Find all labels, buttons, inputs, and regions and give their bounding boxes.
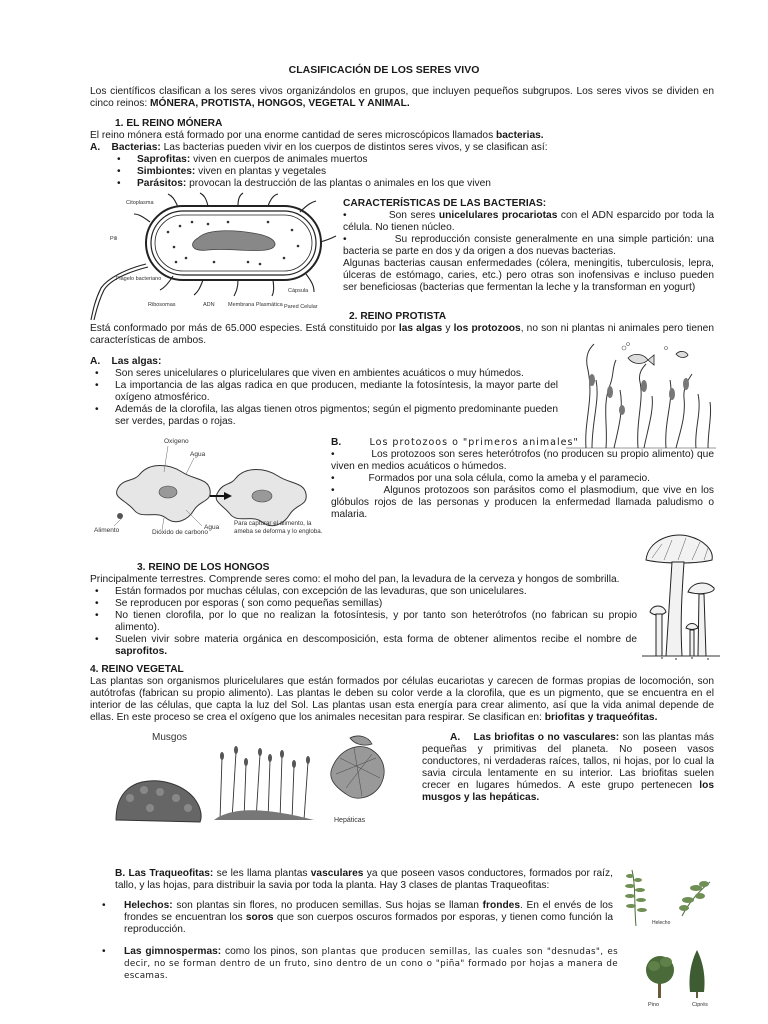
- traqueofitas-intro: [115, 868, 613, 892]
- bacterias-line: [90, 142, 714, 154]
- intro-text: Los científicos clasifican a los seres vivos organizándolos en grupos, que incluyen pequeños subgrupos. Los seres vivos se dividen en cinco reinos:: [90, 86, 714, 109]
- protozoos-label: B.: [331, 437, 342, 448]
- protozoos-heading: [331, 437, 714, 449]
- intro-paragraph: [90, 86, 714, 110]
- protozoos-section: [331, 437, 714, 521]
- bullet-icon: •: [343, 234, 347, 245]
- list-item: [95, 634, 637, 658]
- amoeba-illustration: [90, 434, 330, 552]
- label-dioxido: Dióxido de carbono: [152, 529, 209, 536]
- helechos-text: que son cuerpos oscuros formados por esporas, y tienen como función la reproducción.: [124, 912, 613, 935]
- label-pino: Pino: [648, 1002, 660, 1008]
- characteristic-item: [343, 210, 714, 234]
- item-text: viven en cuerpos de animales muertos: [193, 154, 368, 165]
- bullet-icon: •: [343, 210, 347, 221]
- label-pili: Pili: [110, 236, 118, 242]
- item-text: Se reproducen por esporas ( son como pequeñas semillas): [115, 598, 383, 609]
- protista-heading: 2. REINO PROTISTA: [349, 311, 447, 322]
- label-pared: Pared Celular: [284, 304, 318, 310]
- helechos-text: . En el envés de los frondes se encuentran los: [124, 900, 613, 923]
- list-item: [117, 178, 697, 190]
- protista-bold: las algas: [398, 323, 443, 334]
- item-text: Formados por una sola célula, como la ameba y el paramecio.: [368, 473, 650, 484]
- bullet-icon: •: [117, 166, 121, 177]
- item-text: Algunos protozoos son parásitos como el plasmodium, que vive en los glóbulos rojos de las personas y producen la enfermedad llamada paludismo o malaria.: [331, 485, 714, 520]
- bullet-icon: •: [95, 610, 99, 621]
- label-musgos: Musgos: [152, 732, 188, 743]
- label-agua-2: Agua: [204, 524, 220, 531]
- gimnospermas-text: como los pinos, son: [224, 946, 318, 957]
- characteristics-heading: CARACTERÍSTICAS DE LAS BACTERIAS:: [343, 198, 547, 209]
- list-item: [117, 154, 697, 166]
- bacterias-label: A.: [90, 142, 101, 153]
- item-text: viven en plantas y vegetales: [198, 166, 327, 177]
- item-text: provocan la destrucción de las plantas o animales en los que viven: [189, 178, 491, 189]
- page-title: CLASIFICACIÓN DE LOS SERES VIVO: [288, 64, 480, 76]
- helechos-item: [102, 900, 613, 936]
- trees-illustration: [640, 948, 720, 1008]
- label-captura: Para capturar el alimento, la ameba se deforma y lo engloba.: [234, 520, 323, 535]
- bullet-icon: •: [117, 154, 121, 165]
- list-item: [95, 404, 558, 428]
- item-bold: unicelulares procariotas: [438, 210, 558, 221]
- helechos-heading: Helechos:: [124, 900, 173, 911]
- vegetal-bold: briofitas y traqueófitas.: [544, 712, 658, 723]
- mushroom-illustration: [642, 532, 720, 662]
- item-text: Su reproducción consiste generalmente en una simple partición: una bacteria se parte en dos y da origen a dos nuevas bacterias.: [343, 234, 714, 257]
- list-item: [331, 449, 714, 473]
- monera-intro-text: El reino mónera está formado por una enorme cantidad de seres microscópicos llamados: [90, 130, 494, 141]
- item-text: La importancia de las algas radica en que producen, mediante la fotosíntesis, la mayor parte del oxígeno atmosférico.: [115, 380, 558, 403]
- item-text: Son seres unicelulares o pluricelulares que viven en ambientes acuáticos o muy húmedos.: [115, 368, 524, 379]
- characteristic-text: Algunas bacterias causan enfermedades (cólera, meningitis, tuberculosis, lepra, úlceras de estómago, caries, etc.) pero otras son inofensivas e incluso pueden ser beneficiosas (bacterias que fermentan la leche y la transforman en yogurt): [343, 258, 714, 293]
- item-text: Están formados por muchas células, con excepción de las levaduras, que son unicelulares.: [115, 586, 527, 597]
- bullet-icon: •: [331, 485, 335, 496]
- item-text: Son seres: [388, 210, 436, 221]
- label-citoplasma: Citoplasma: [126, 200, 154, 206]
- bullet-icon: •: [95, 598, 99, 609]
- gimnospermas-text-2: plantas que producen semillas, las cuales son "desnudas", es decir, no se forman dentro de un fruto, sino dentro de un cono o "piña" formado por hojas a manera de escamas.: [124, 947, 618, 981]
- item-text: Los protozoos son seres heterótrofos (no producen su propio alimento) que viven en medios acuáticos o húmedos.: [331, 449, 714, 472]
- label-hepaticas: Hepáticas: [334, 817, 366, 824]
- briofitas-text: son las plantas más pequeñas y primitivas del planeta. No poseen vasos conductores, ni verdaderas raíces, tallos, ni hojas, por lo cual la savia circula lentamente en su interior. Las briofitas suelen crecer en lugares húmedos. A este grupo pertenecen: [422, 732, 714, 791]
- item-text: con el ADN esparcido por toda la célula. No tienen núcleo.: [343, 210, 714, 233]
- label-oxigeno: Oxígeno: [164, 438, 189, 445]
- hongos-list: [95, 586, 637, 658]
- list-item: [95, 610, 637, 634]
- bullet-icon: •: [117, 178, 121, 189]
- bullet-icon: •: [95, 380, 99, 391]
- helechos-bold: soros: [245, 912, 274, 923]
- monera-intro-bold: bacterias.: [496, 130, 544, 141]
- traqueofitas-heading: B. Las Traqueofitas:: [115, 868, 214, 879]
- item-bold: saprofitos.: [115, 646, 168, 657]
- bacterias-heading: Bacterias:: [111, 142, 161, 153]
- fern-illustration: [622, 866, 714, 928]
- hongos-heading: 3. REINO DE LOS HONGOS: [137, 562, 270, 573]
- label-helecho: Helecho: [652, 920, 671, 926]
- list-item: [95, 598, 637, 610]
- list-item: [95, 380, 558, 404]
- label-agua: Agua: [190, 451, 206, 458]
- protozoos-heading-text: Los protozoos o "primeros animales": [369, 437, 579, 448]
- vegetal-intro: [90, 676, 714, 724]
- traqueofitas-text: se les llama plantas: [216, 868, 308, 879]
- label-adn: ADN: [203, 302, 215, 308]
- list-item: [95, 586, 637, 598]
- bullet-icon: •: [95, 404, 99, 415]
- characteristic-item: [343, 234, 714, 258]
- bullet-icon: •: [102, 900, 106, 911]
- helechos-bold: frondes: [482, 900, 520, 911]
- briofitas-section: [422, 732, 714, 804]
- bacteria-characteristics: [343, 198, 714, 294]
- label-ribosomas: Ribosomas: [148, 302, 176, 308]
- mosses-illustration: [110, 728, 410, 826]
- briofitas-heading: Las briofitas o no vasculares:: [473, 732, 620, 743]
- traqueofitas-bold: vasculares: [310, 868, 364, 879]
- bullet-icon: •: [102, 946, 106, 957]
- list-item: [117, 166, 697, 178]
- list-item: [331, 485, 714, 521]
- hongos-intro: Principalmente terrestres. Comprende seres como: el moho del pan, la levadura de la cerveza y hongos de sombrilla.: [90, 574, 620, 585]
- briofitas-label-wrap: [422, 732, 619, 743]
- bacterias-text: Las bacterias pueden vivir en los cuerpos de distintos seres vivos, y se clasifican así:: [163, 142, 548, 153]
- gimnospermas-heading: Las gimnospermas:: [124, 946, 222, 957]
- item-text: Suelen vivir sobre materia orgánica en descomposición, esta forma de obtener alimentos recibe el nombre de: [115, 634, 637, 645]
- algas-list: [95, 368, 558, 428]
- algas-label: A.: [90, 356, 101, 367]
- bullet-icon: •: [331, 473, 335, 484]
- list-item: [331, 473, 714, 485]
- monera-intro: [90, 130, 714, 142]
- label-alimento: Alimento: [94, 527, 120, 534]
- label-flagelo: Flagelo bacteriano: [116, 276, 162, 282]
- traqueofitas-text: ya que poseen vasos conductores, formados por raíz, tallo, y las hojas, para distribuir la savia por toda la planta. Hay 3 clases de plantas Traqueofitas:: [115, 868, 613, 891]
- label-capsula: Cápsula: [288, 288, 309, 294]
- characteristics-heading-text: CARACTERÍSTICAS DE LAS BACTERIAS: [343, 198, 543, 209]
- label-cipres: Ciprés: [692, 1002, 708, 1008]
- item-text: No tienen clorofila, por lo que no realizan la fotosíntesis, y por tanto son heterótrofos (no fabrican su propio alimento).: [115, 610, 637, 633]
- item-text: Además de la clorofila, las algas tienen otros pigmentos; según el pigmento predominante pueden ser verdes, pardas o rojas.: [115, 404, 558, 427]
- bullet-icon: •: [331, 449, 335, 460]
- bullet-icon: •: [95, 586, 99, 597]
- briofitas-bold: los musgos y las hepáticas.: [422, 780, 714, 803]
- item-bold: Parásitos:: [137, 178, 187, 189]
- gimnospermas-item: [102, 946, 618, 982]
- vegetal-heading: 4. REINO VEGETAL: [90, 664, 184, 675]
- bullet-icon: •: [95, 634, 99, 645]
- protista-text: Está conformado por más de 65.000 especies. Está constituido por: [90, 323, 396, 334]
- algae-illustration: [566, 340, 716, 450]
- briofitas-label: A.: [450, 732, 461, 743]
- protista-text: , no son ni plantas ni animales pero tienen características de ambos.: [90, 323, 714, 346]
- bacteria-diagram: [88, 192, 338, 322]
- intro-kingdoms: MÓNERA, PROTISTA, HONGOS, VEGETAL Y ANIMAL.: [150, 98, 410, 109]
- algas-heading-text: Las algas:: [111, 356, 162, 367]
- monera-heading: 1. EL REINO MÓNERA: [115, 118, 223, 129]
- bullet-icon: •: [95, 368, 99, 379]
- helechos-text: son plantas sin flores, no producen semillas. Sus hojas se llaman: [176, 900, 479, 911]
- bacterias-list: [117, 154, 697, 190]
- item-bold: Simbiontes:: [137, 166, 196, 177]
- protista-text: y: [445, 323, 451, 334]
- label-membrana: Membrana Plasmática: [228, 302, 283, 308]
- item-bold: Saprofitas:: [137, 154, 191, 165]
- protista-bold: los protozoos: [453, 323, 521, 334]
- vegetal-text: Las plantas son organismos pluricelulares que están formados por células eucariotas y carecen de formas propias de locomoción, son autótrofas (fabrican su propio alimento). Las plantas le deben su color verde a la clorofila, que es un pigmento, que se encuentra en el interior de las células, que capta la luz del Sol. Las plantas usan esta energía para crear alimento, así que la vida animal depende de ellas. En este proceso se crea el oxígeno que los animales necesitan para respirar. Se clasifican en:: [90, 676, 714, 723]
- list-item: [95, 368, 558, 380]
- algas-heading: [90, 356, 161, 368]
